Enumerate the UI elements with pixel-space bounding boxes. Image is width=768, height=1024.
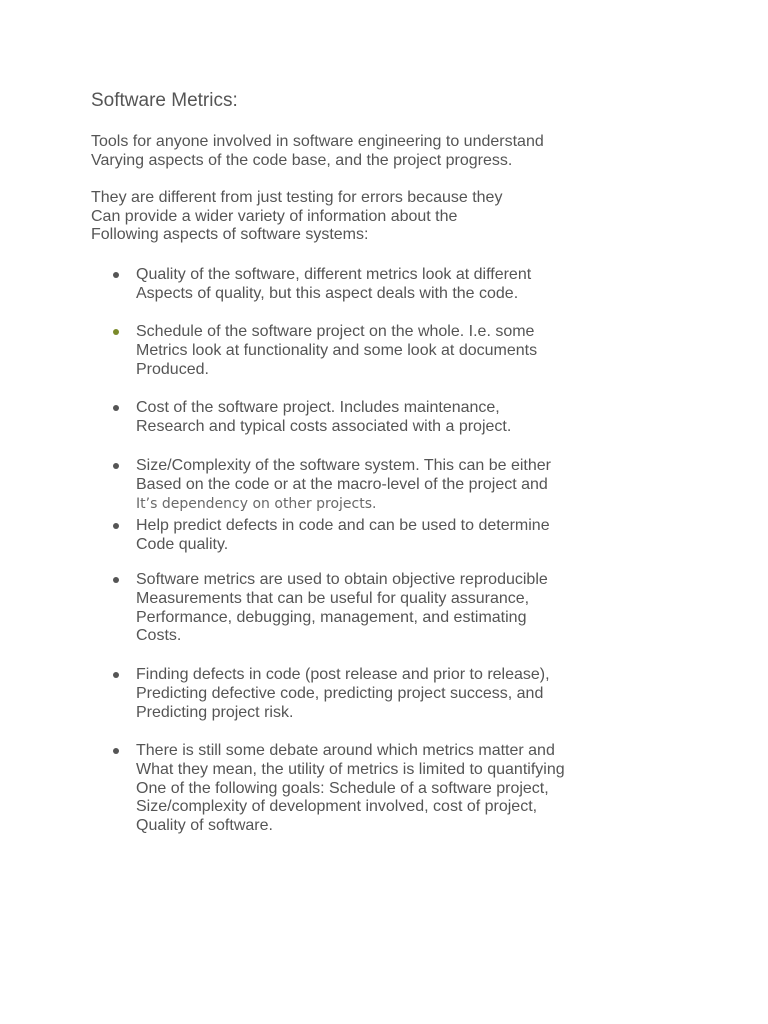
- list-item-text: [136, 517, 550, 555]
- list-item-line: Cost of the software project. Includes maintenance,: [136, 399, 500, 416]
- list-item-line: Predicting project risk.: [136, 703, 294, 721]
- aspects-line: They are different from just testing for errors because they: [91, 189, 503, 206]
- list-item-line: Schedule of the software project on the whole. I.e. some: [136, 323, 535, 340]
- list-item-line: Size/complexity of development involved, cost of project,: [136, 798, 538, 816]
- list-item-line: One of the following goals: Schedule of a software project,: [136, 779, 549, 797]
- list-item-line: Quality of the software, different metrics look at different: [136, 266, 532, 283]
- bullet-icon: [113, 672, 119, 678]
- list-item-text: [136, 571, 548, 646]
- bullet-icon: [113, 463, 119, 469]
- list-item-text: [136, 399, 511, 437]
- bullet-icon: [113, 523, 119, 529]
- intro-line: Tools for anyone involved in software engineering to understand: [91, 133, 544, 150]
- list-item-line: Size/Complexity of the software system. This can be either: [136, 457, 551, 474]
- list-item-line: Software metrics are used to obtain objective reproducible: [136, 571, 548, 588]
- aspects-paragraph: [91, 189, 502, 245]
- aspects-line: Following aspects of software systems:: [91, 226, 369, 243]
- list-item-line: There is still some debate around which metrics matter and: [136, 742, 555, 759]
- list-item-line: Quality of software.: [136, 817, 273, 835]
- list-item-line: Code quality.: [136, 535, 229, 553]
- list-item-line: What they mean, the utility of metrics is limited to quantifying: [136, 760, 565, 778]
- list-item-line: Research and typical costs associated with a project.: [136, 417, 512, 435]
- list-item-line: Measurements that can be useful for quality assurance,: [136, 589, 530, 607]
- list-item-line: Performance, debugging, management, and estimating: [136, 608, 527, 626]
- list-item-text: [136, 742, 565, 836]
- list-item-line: Aspects of quality, but this aspect deals with the code.: [136, 284, 519, 302]
- list-item-line: Based on the code or at the macro-level of the project and: [136, 475, 548, 493]
- list-item-line: It’s dependency on other projects.: [136, 495, 377, 512]
- aspects-line: Can provide a wider variety of information about the: [91, 207, 458, 225]
- list-item-line: Costs.: [136, 627, 182, 645]
- bullet-icon: [113, 272, 119, 278]
- bullet-icon: [113, 405, 119, 411]
- bullet-icon: [113, 748, 119, 754]
- bullet-icon: [113, 577, 119, 583]
- list-item-line: Produced.: [136, 360, 209, 378]
- page-title: Software Metrics:: [91, 90, 238, 111]
- list-item-text: [136, 266, 531, 304]
- intro-line: Varying aspects of the code base, and the project progress.: [91, 151, 513, 169]
- list-item-text: [136, 323, 537, 379]
- list-item-text: [136, 666, 550, 722]
- bullet-icon: [113, 329, 119, 335]
- list-item-text: [136, 457, 551, 514]
- list-item-line: Predicting defective code, predicting project success, and: [136, 684, 544, 702]
- list-item-line: Finding defects in code (post release and prior to release),: [136, 666, 550, 683]
- intro-paragraph: [91, 133, 544, 170]
- list-item-line: Metrics look at functionality and some look at documents: [136, 341, 538, 359]
- list-item-line: Help predict defects in code and can be used to determine: [136, 517, 550, 534]
